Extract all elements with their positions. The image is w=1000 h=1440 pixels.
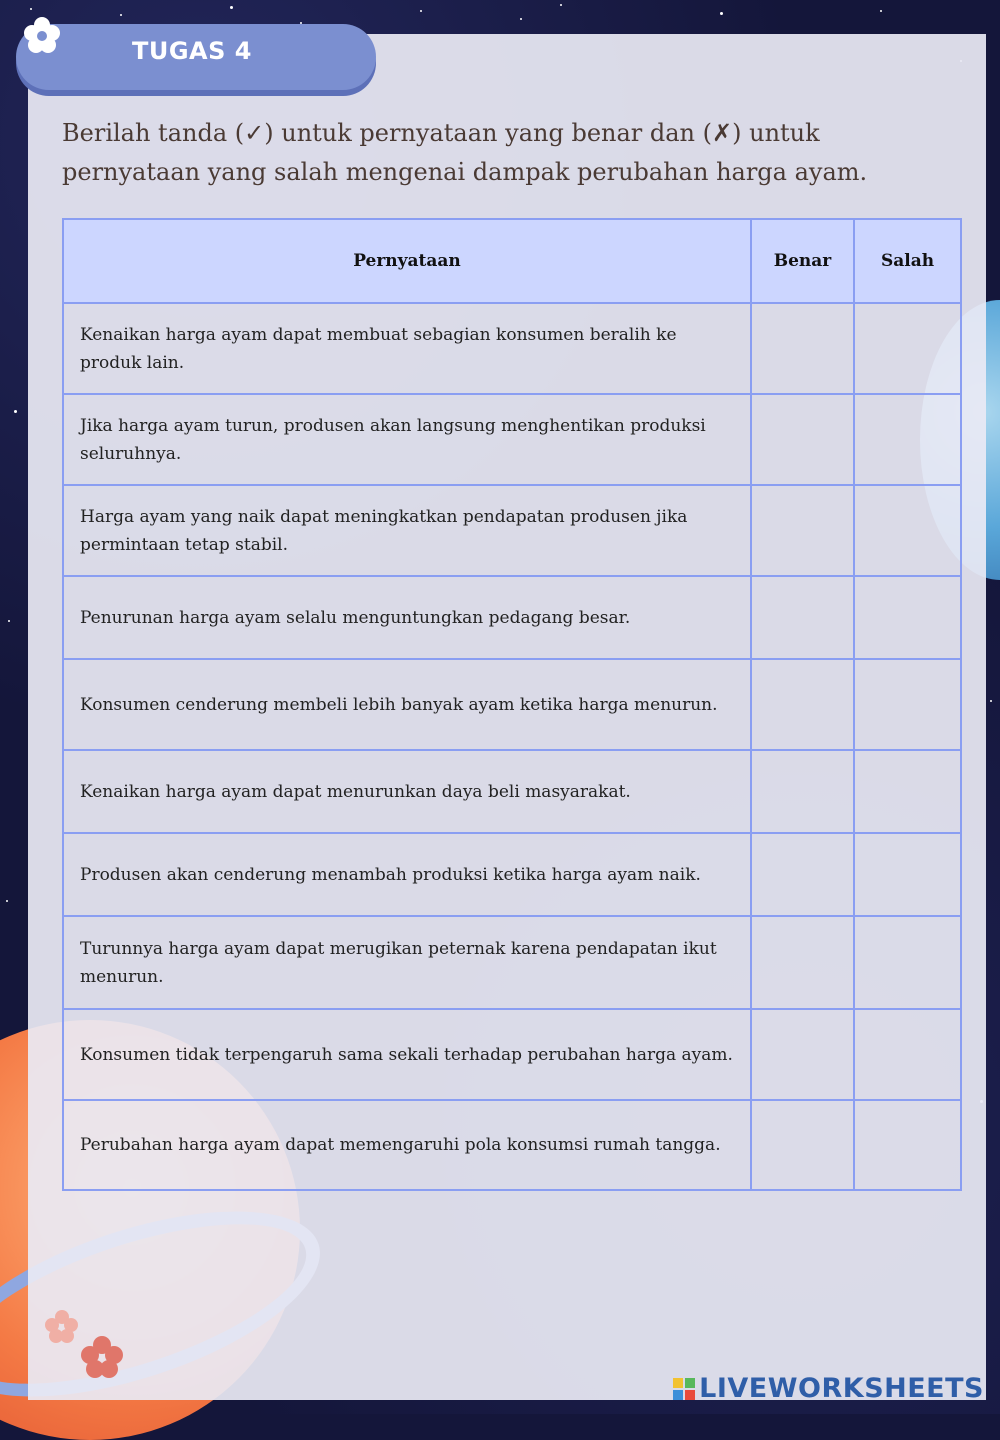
false-answer-box[interactable] bbox=[854, 485, 961, 576]
statement-cell: Perubahan harga ayam dapat memengaruhi pola konsumsi rumah tangga. bbox=[63, 1100, 751, 1190]
flower-icon bbox=[20, 14, 64, 58]
star-decoration bbox=[230, 6, 233, 9]
column-header-statement: Pernyataan bbox=[63, 219, 751, 303]
brand-text: LIVEWORKSHEETS bbox=[699, 1373, 984, 1404]
false-answer-box[interactable] bbox=[854, 303, 961, 394]
table-row bbox=[63, 303, 961, 394]
star-decoration bbox=[8, 620, 10, 622]
table-row bbox=[63, 659, 961, 750]
table-row bbox=[63, 1009, 961, 1100]
true-answer-box[interactable] bbox=[751, 303, 854, 394]
star-decoration bbox=[560, 4, 562, 6]
false-answer-box[interactable] bbox=[854, 1100, 961, 1190]
true-answer-box[interactable] bbox=[751, 576, 854, 659]
table-row bbox=[63, 750, 961, 833]
flower-decoration-icon bbox=[40, 1305, 130, 1395]
true-answer-box[interactable] bbox=[751, 1009, 854, 1100]
statement-cell: Turunnya harga ayam dapat merugikan peternak karena pendapatan ikut menurun. bbox=[63, 916, 751, 1009]
table-row bbox=[63, 833, 961, 916]
true-answer-box[interactable] bbox=[751, 1100, 854, 1190]
task-title: TUGAS 4 bbox=[132, 37, 252, 65]
false-answer-box[interactable] bbox=[854, 1009, 961, 1100]
table-row bbox=[63, 394, 961, 485]
true-answer-box[interactable] bbox=[751, 485, 854, 576]
statement-cell: Jika harga ayam turun, produsen akan langsung menghentikan produksi seluruhnya. bbox=[63, 394, 751, 485]
table-header-row bbox=[63, 219, 961, 303]
statement-cell: Harga ayam yang naik dapat meningkatkan pendapatan produsen jika permintaan tetap stabil. bbox=[63, 485, 751, 576]
false-answer-box[interactable] bbox=[854, 394, 961, 485]
statement-cell: Konsumen tidak terpengaruh sama sekali terhadap perubahan harga ayam. bbox=[63, 1009, 751, 1100]
true-answer-box[interactable] bbox=[751, 659, 854, 750]
statement-cell: Kenaikan harga ayam dapat menurunkan daya beli masyarakat. bbox=[63, 750, 751, 833]
statement-cell: Kenaikan harga ayam dapat membuat sebagian konsumen beralih ke produk lain. bbox=[63, 303, 751, 394]
star-decoration bbox=[990, 700, 992, 702]
star-decoration bbox=[6, 900, 8, 902]
false-answer-box[interactable] bbox=[854, 576, 961, 659]
star-decoration bbox=[720, 12, 723, 15]
star-decoration bbox=[14, 410, 17, 413]
star-decoration bbox=[30, 8, 32, 10]
column-header-false: Salah bbox=[854, 219, 961, 303]
logo-grid-icon bbox=[673, 1378, 695, 1400]
false-answer-box[interactable] bbox=[854, 833, 961, 916]
statement-cell: Konsumen cenderung membeli lebih banyak ayam ketika harga menurun. bbox=[63, 659, 751, 750]
true-answer-box[interactable] bbox=[751, 916, 854, 1009]
table-row bbox=[63, 916, 961, 1009]
true-answer-box[interactable] bbox=[751, 833, 854, 916]
true-answer-box[interactable] bbox=[751, 750, 854, 833]
false-answer-box[interactable] bbox=[854, 659, 961, 750]
statement-cell: Produsen akan cenderung menambah produksi ketika harga ayam naik. bbox=[63, 833, 751, 916]
table-row bbox=[63, 576, 961, 659]
table-row bbox=[63, 485, 961, 576]
star-decoration bbox=[880, 10, 882, 12]
star-decoration bbox=[120, 14, 122, 16]
star-decoration bbox=[520, 18, 522, 20]
true-answer-box[interactable] bbox=[751, 394, 854, 485]
statement-cell: Penurunan harga ayam selalu menguntungkan pedagang besar. bbox=[63, 576, 751, 659]
false-answer-box[interactable] bbox=[854, 916, 961, 1009]
false-answer-box[interactable] bbox=[854, 750, 961, 833]
star-decoration bbox=[420, 10, 422, 12]
liveworksheets-logo bbox=[673, 1373, 984, 1404]
instruction-text: Berilah tanda (✓) untuk pernyataan yang benar dan (✗) untuk pernyataan yang salah mengenai dampak perubahan harga ayam. bbox=[62, 119, 868, 186]
column-header-true: Benar bbox=[751, 219, 854, 303]
table-row bbox=[63, 1100, 961, 1190]
statement-table bbox=[62, 218, 962, 1191]
